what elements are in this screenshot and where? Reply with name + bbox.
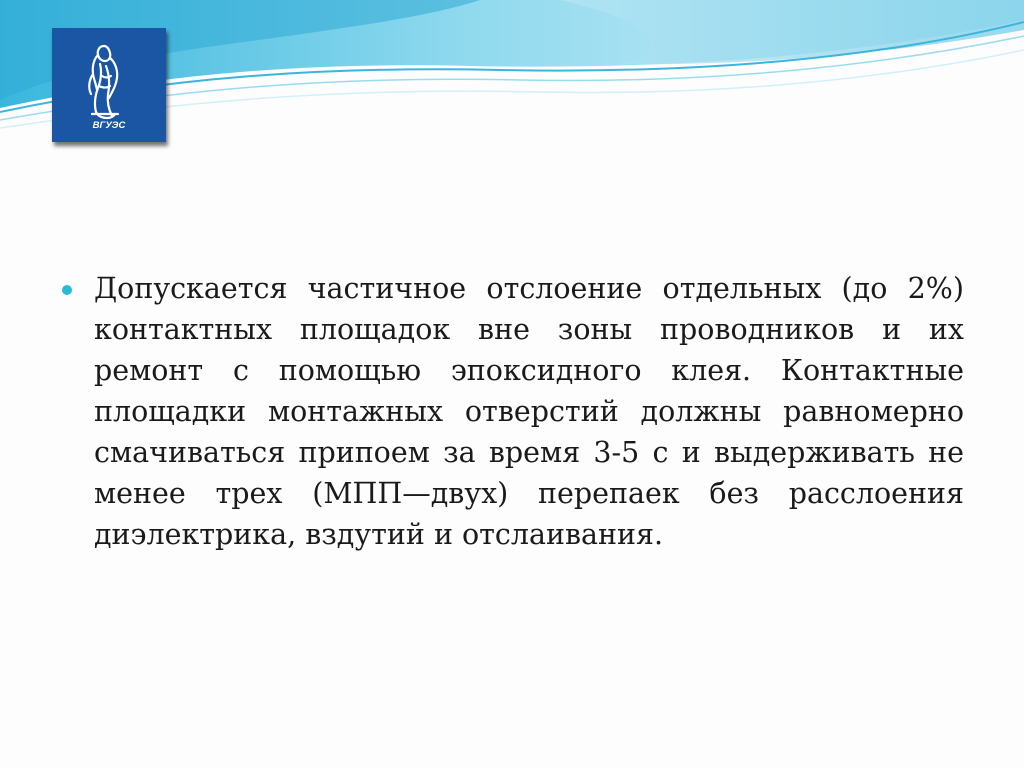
logo-caption: ВГУЭС [92,120,126,131]
statue-emblem-icon [52,28,166,142]
bullet-dot-icon [62,285,72,295]
bullet-item [62,268,964,555]
slide-body [62,268,964,555]
bullet-text: Допускается частичное отслоение отдельных (до 2%) контактных площадок вне зоны проводников и их ремонт с помощью эпоксидного клея. Контактные площадки монтажных отверстий должны равномерно смачиваться припоем за время 3-5 с и выдерживать не менее трех (МПП—двух) перепаек без расслоения диэлектрика, вздутий и отслаивания. [94,272,964,551]
university-logo [52,28,166,142]
